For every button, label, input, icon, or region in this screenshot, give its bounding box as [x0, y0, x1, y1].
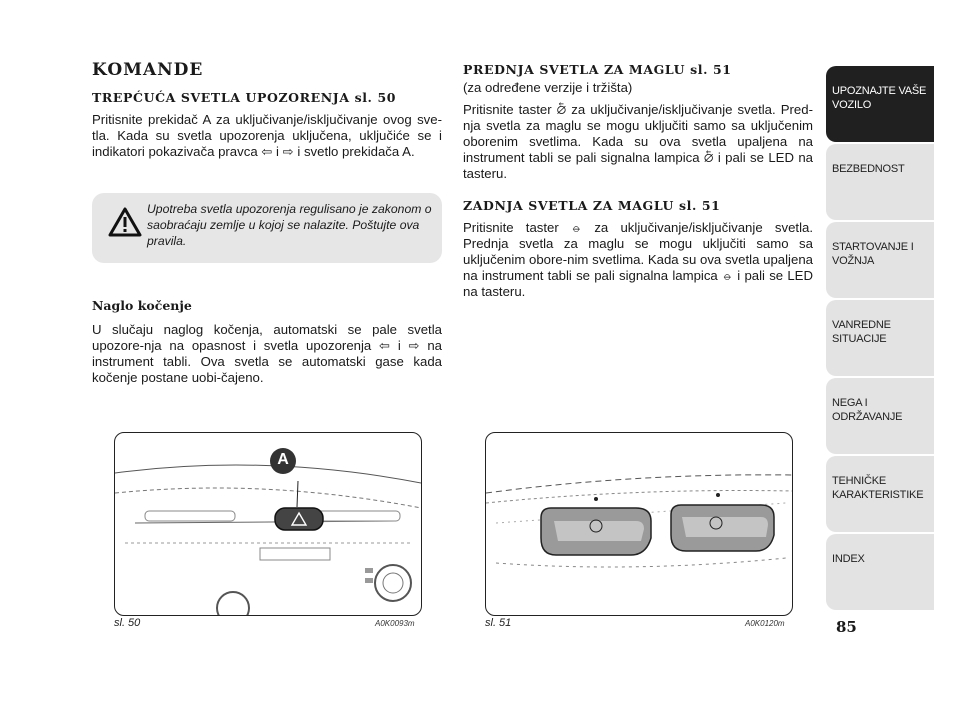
fog-buttons-illustration — [486, 433, 792, 615]
sudden-braking-text: U slučaju naglog kočenja, automatski se pale svetla upozore-nja na opasnost i svetla upozorenja ⇦ i ⇨ na instrument tabli. Ova svetla se automatski gase kada kočenje postane uobi-čajeno. — [92, 322, 442, 385]
tab-upoznajte[interactable]: UPOZNAJTE VAŠE VOZILO — [826, 66, 934, 142]
tab-tehnicke[interactable]: TEHNIČKE KARAKTERISTIKE — [826, 456, 934, 532]
rear-fog-button — [671, 505, 774, 551]
figure-51-image — [485, 432, 793, 616]
figure-50-image — [114, 432, 422, 616]
tab-startovanje[interactable]: STARTOVANJE I VOŽNJA — [826, 222, 934, 298]
front-fog-text: Pritisnite taster ⦴ za uključivanje/isključivanje svetla. Pred-nja svetla za maglu se mogu uključiti samo sa uključenim oborenim svetlima. Kada su ova svetla upaljena na instrument tabli se pali signalna lampica ⦴ i pali se LED na tasteru. — [463, 102, 813, 181]
tab-nega[interactable]: NEGA I ODRŽAVANJE — [826, 378, 934, 454]
figure-51-code: A0K0120m — [745, 619, 785, 628]
warning-text: Upotreba svetla upozorenja regulisano je zakonom o saobraćaju zemlje u kojoj se nalazite. Poštujte ova pravila. — [147, 202, 432, 248]
hazard-lights-heading: TREPĆUĆA SVETLA UPOZORENJA sl. 50 — [92, 90, 397, 105]
figure-50-caption: sl. 50 — [114, 617, 141, 629]
left-column — [92, 62, 442, 160]
right-column — [463, 62, 813, 300]
figure-51-caption: sl. 51 — [485, 617, 512, 629]
section-heading: KOMANDE — [92, 60, 204, 80]
front-fog-heading: PREDNJA SVETLA ZA MAGLU sl. 51 — [463, 62, 732, 77]
tab-bezbednost[interactable]: BEZBEDNOST — [826, 144, 934, 220]
hazard-lights-text: Pritisnite prekidač A za uključivanje/isključivanje ovog sve-tla. Kada su svetla upozorenja uključena, uključiće se i indikatori pokazivača pravca ⇦ i ⇨ i svetlo prekidača A. — [92, 112, 442, 159]
figure-50-code: A0K0093m — [375, 619, 415, 628]
rear-fog-heading: ZADNJA SVETLA ZA MAGLU sl. 51 — [463, 198, 721, 213]
rear-fog-text: Pritisnite taster ⦵ za uključivanje/isključivanje svetla. Prednja svetla za maglu se mogu uključiti samo sa uključenim obore-nim svetlima. Kada su ova svetla upaljena na instrument tabli se pali signalna lampica ⦵ i pali se LED na tasteru. — [463, 220, 813, 299]
front-fog-note: (za određene verzije i tržišta) — [463, 80, 633, 95]
sudden-braking-section — [92, 298, 442, 386]
warning-box — [92, 193, 442, 263]
front-fog-button — [541, 508, 651, 555]
warning-triangle-icon — [108, 207, 142, 237]
tab-vanredne[interactable]: VANREDNE SITUACIJE — [826, 300, 934, 376]
dashboard-hazard-illustration — [115, 433, 421, 615]
tab-index[interactable]: INDEX — [826, 534, 934, 610]
page-number: 85 — [836, 618, 857, 636]
figure-label-a: A — [277, 451, 289, 468]
sudden-braking-heading: Naglo kočenje — [92, 298, 192, 313]
